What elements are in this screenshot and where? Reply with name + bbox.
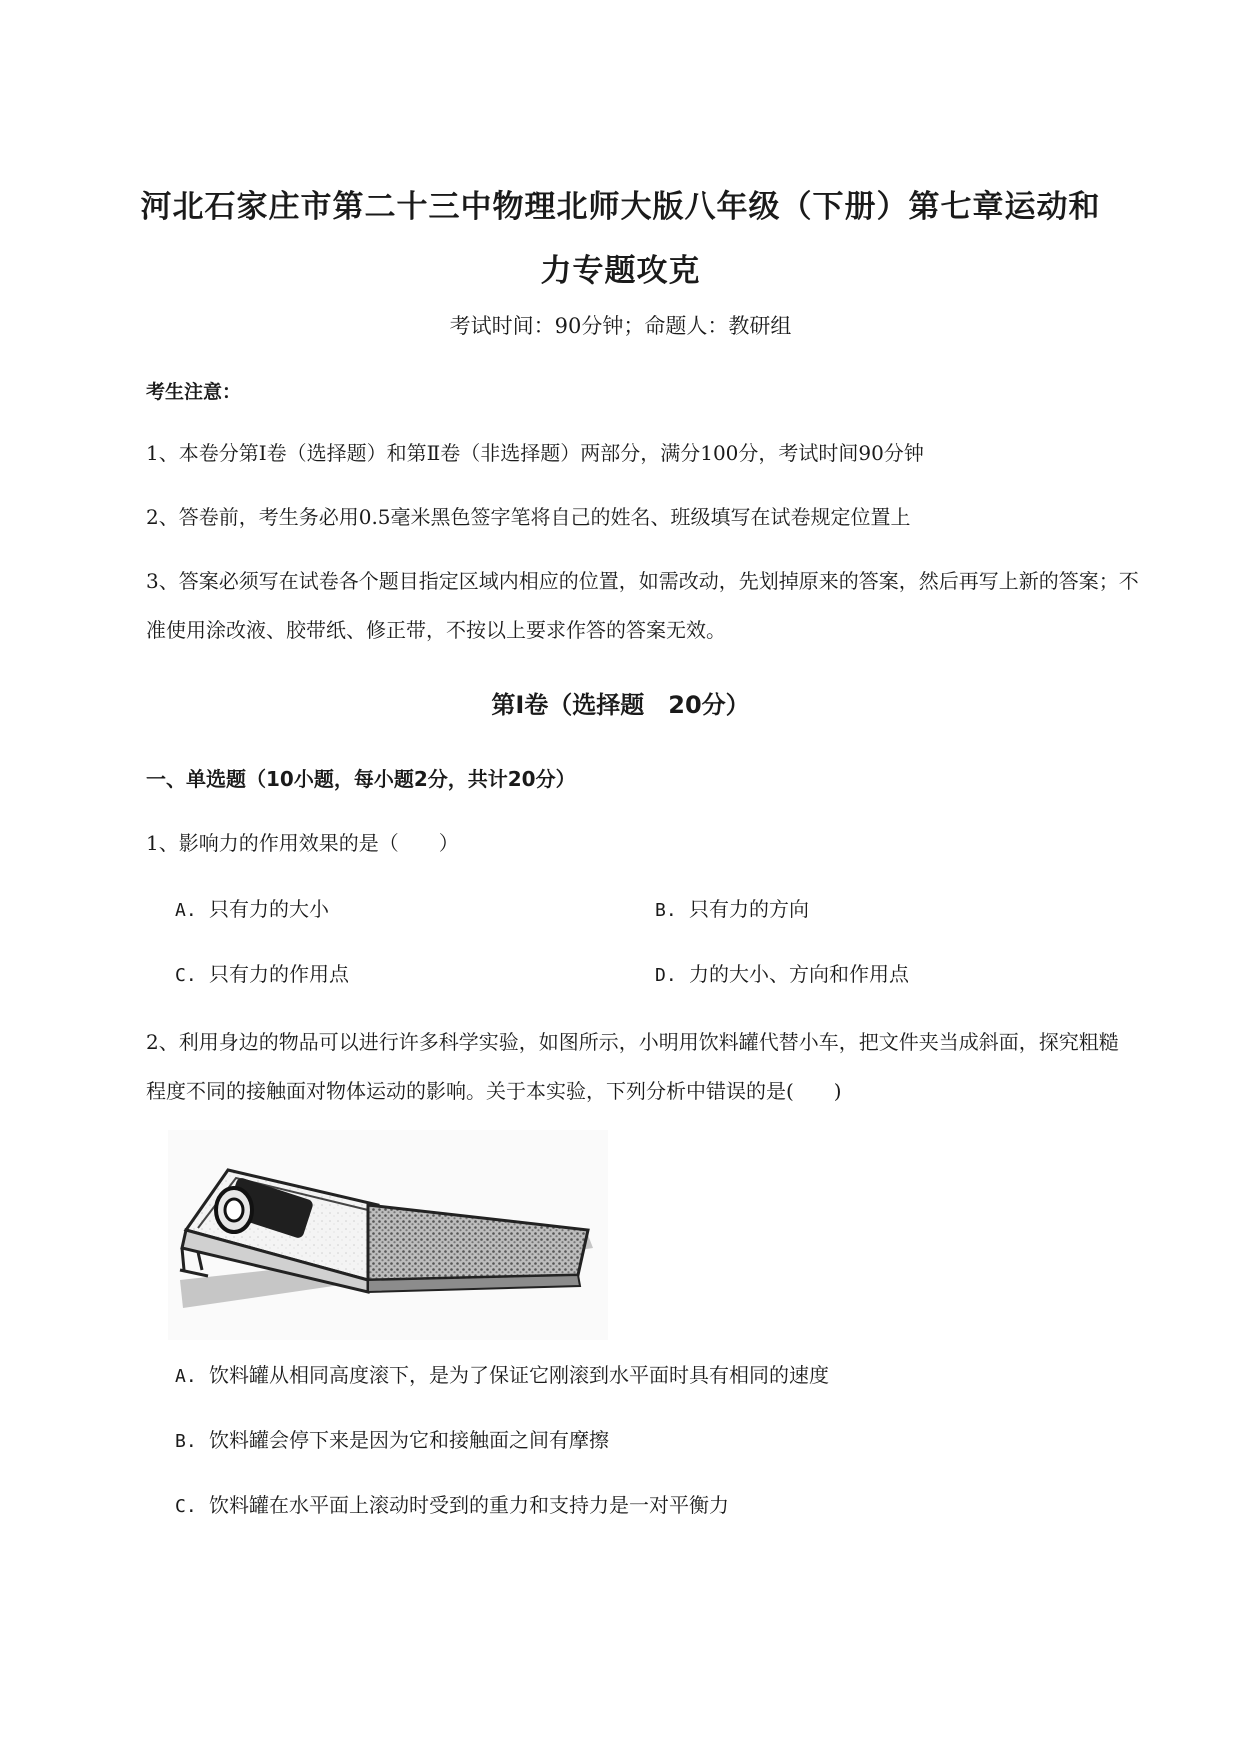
option-letter: C. <box>175 965 197 986</box>
section-title: 第Ⅰ卷（选择题 20分） <box>491 691 750 719</box>
option-text: 力的大小、方向和作用点 <box>689 962 909 986</box>
option-c <box>175 959 349 991</box>
notice-item: 2、答卷前，考生务必用0.5毫米黑色签字笔将自己的姓名、班级填写在试卷规定位置上 <box>146 505 911 529</box>
option-c <box>175 1490 729 1522</box>
option-letter: A. <box>175 1366 197 1387</box>
question-stem: 1、影响力的作用效果的是（ ） <box>146 831 459 855</box>
option-letter: A. <box>175 900 197 921</box>
question-group-title: 一、单选题（10小题，每小题2分，共计20分） <box>146 767 576 791</box>
option-letter: B. <box>175 1431 197 1452</box>
option-text: 只有力的大小 <box>209 897 329 921</box>
document-title: 河北石家庄市第二十三中物理北师大版八年级（下册）第七章运动和力专题攻克 <box>140 189 1101 289</box>
option-letter: D. <box>655 965 677 986</box>
question-stem: 2、利用身边的物品可以进行许多科学实验，如图所示，小明用饮料罐代替小车，把文件夹当成斜面，探究粗糙程度不同的接触面对物体运动的影响。关于本实验，下列分析中错误的是( ) <box>146 1030 1119 1103</box>
option-text: 饮料罐在水平面上滚动时受到的重力和支持力是一对平衡力 <box>209 1493 729 1517</box>
incline-experiment-figure <box>168 1130 608 1340</box>
document-subtitle: 考试时间：90分钟；命题人：教研组 <box>449 314 792 338</box>
option-b <box>175 1425 609 1457</box>
option-text: 只有力的作用点 <box>209 962 349 986</box>
option-b <box>655 894 809 926</box>
option-text: 只有力的方向 <box>689 897 809 921</box>
option-a <box>175 894 329 926</box>
option-d <box>655 959 909 991</box>
notice-item: 1、本卷分第Ⅰ卷（选择题）和第Ⅱ卷（非选择题）两部分，满分100分，考试时间90分钟 <box>146 441 924 465</box>
option-letter: B. <box>655 900 677 921</box>
option-text: 饮料罐会停下来是因为它和接触面之间有摩擦 <box>209 1428 609 1452</box>
notice-heading: 考生注意： <box>146 381 242 403</box>
option-text: 饮料罐从相同高度滚下，是为了保证它刚滚到水平面时具有相同的速度 <box>209 1363 829 1387</box>
notice-item: 3、答案必须写在试卷各个题目指定区域内相应的位置，如需改动，先划掉原来的答案，然后再写上新的答案；不准使用涂改液、胶带纸、修正带，不按以上要求作答的答案无效。 <box>146 569 1139 642</box>
option-a <box>175 1360 829 1392</box>
option-letter: C. <box>175 1496 197 1517</box>
